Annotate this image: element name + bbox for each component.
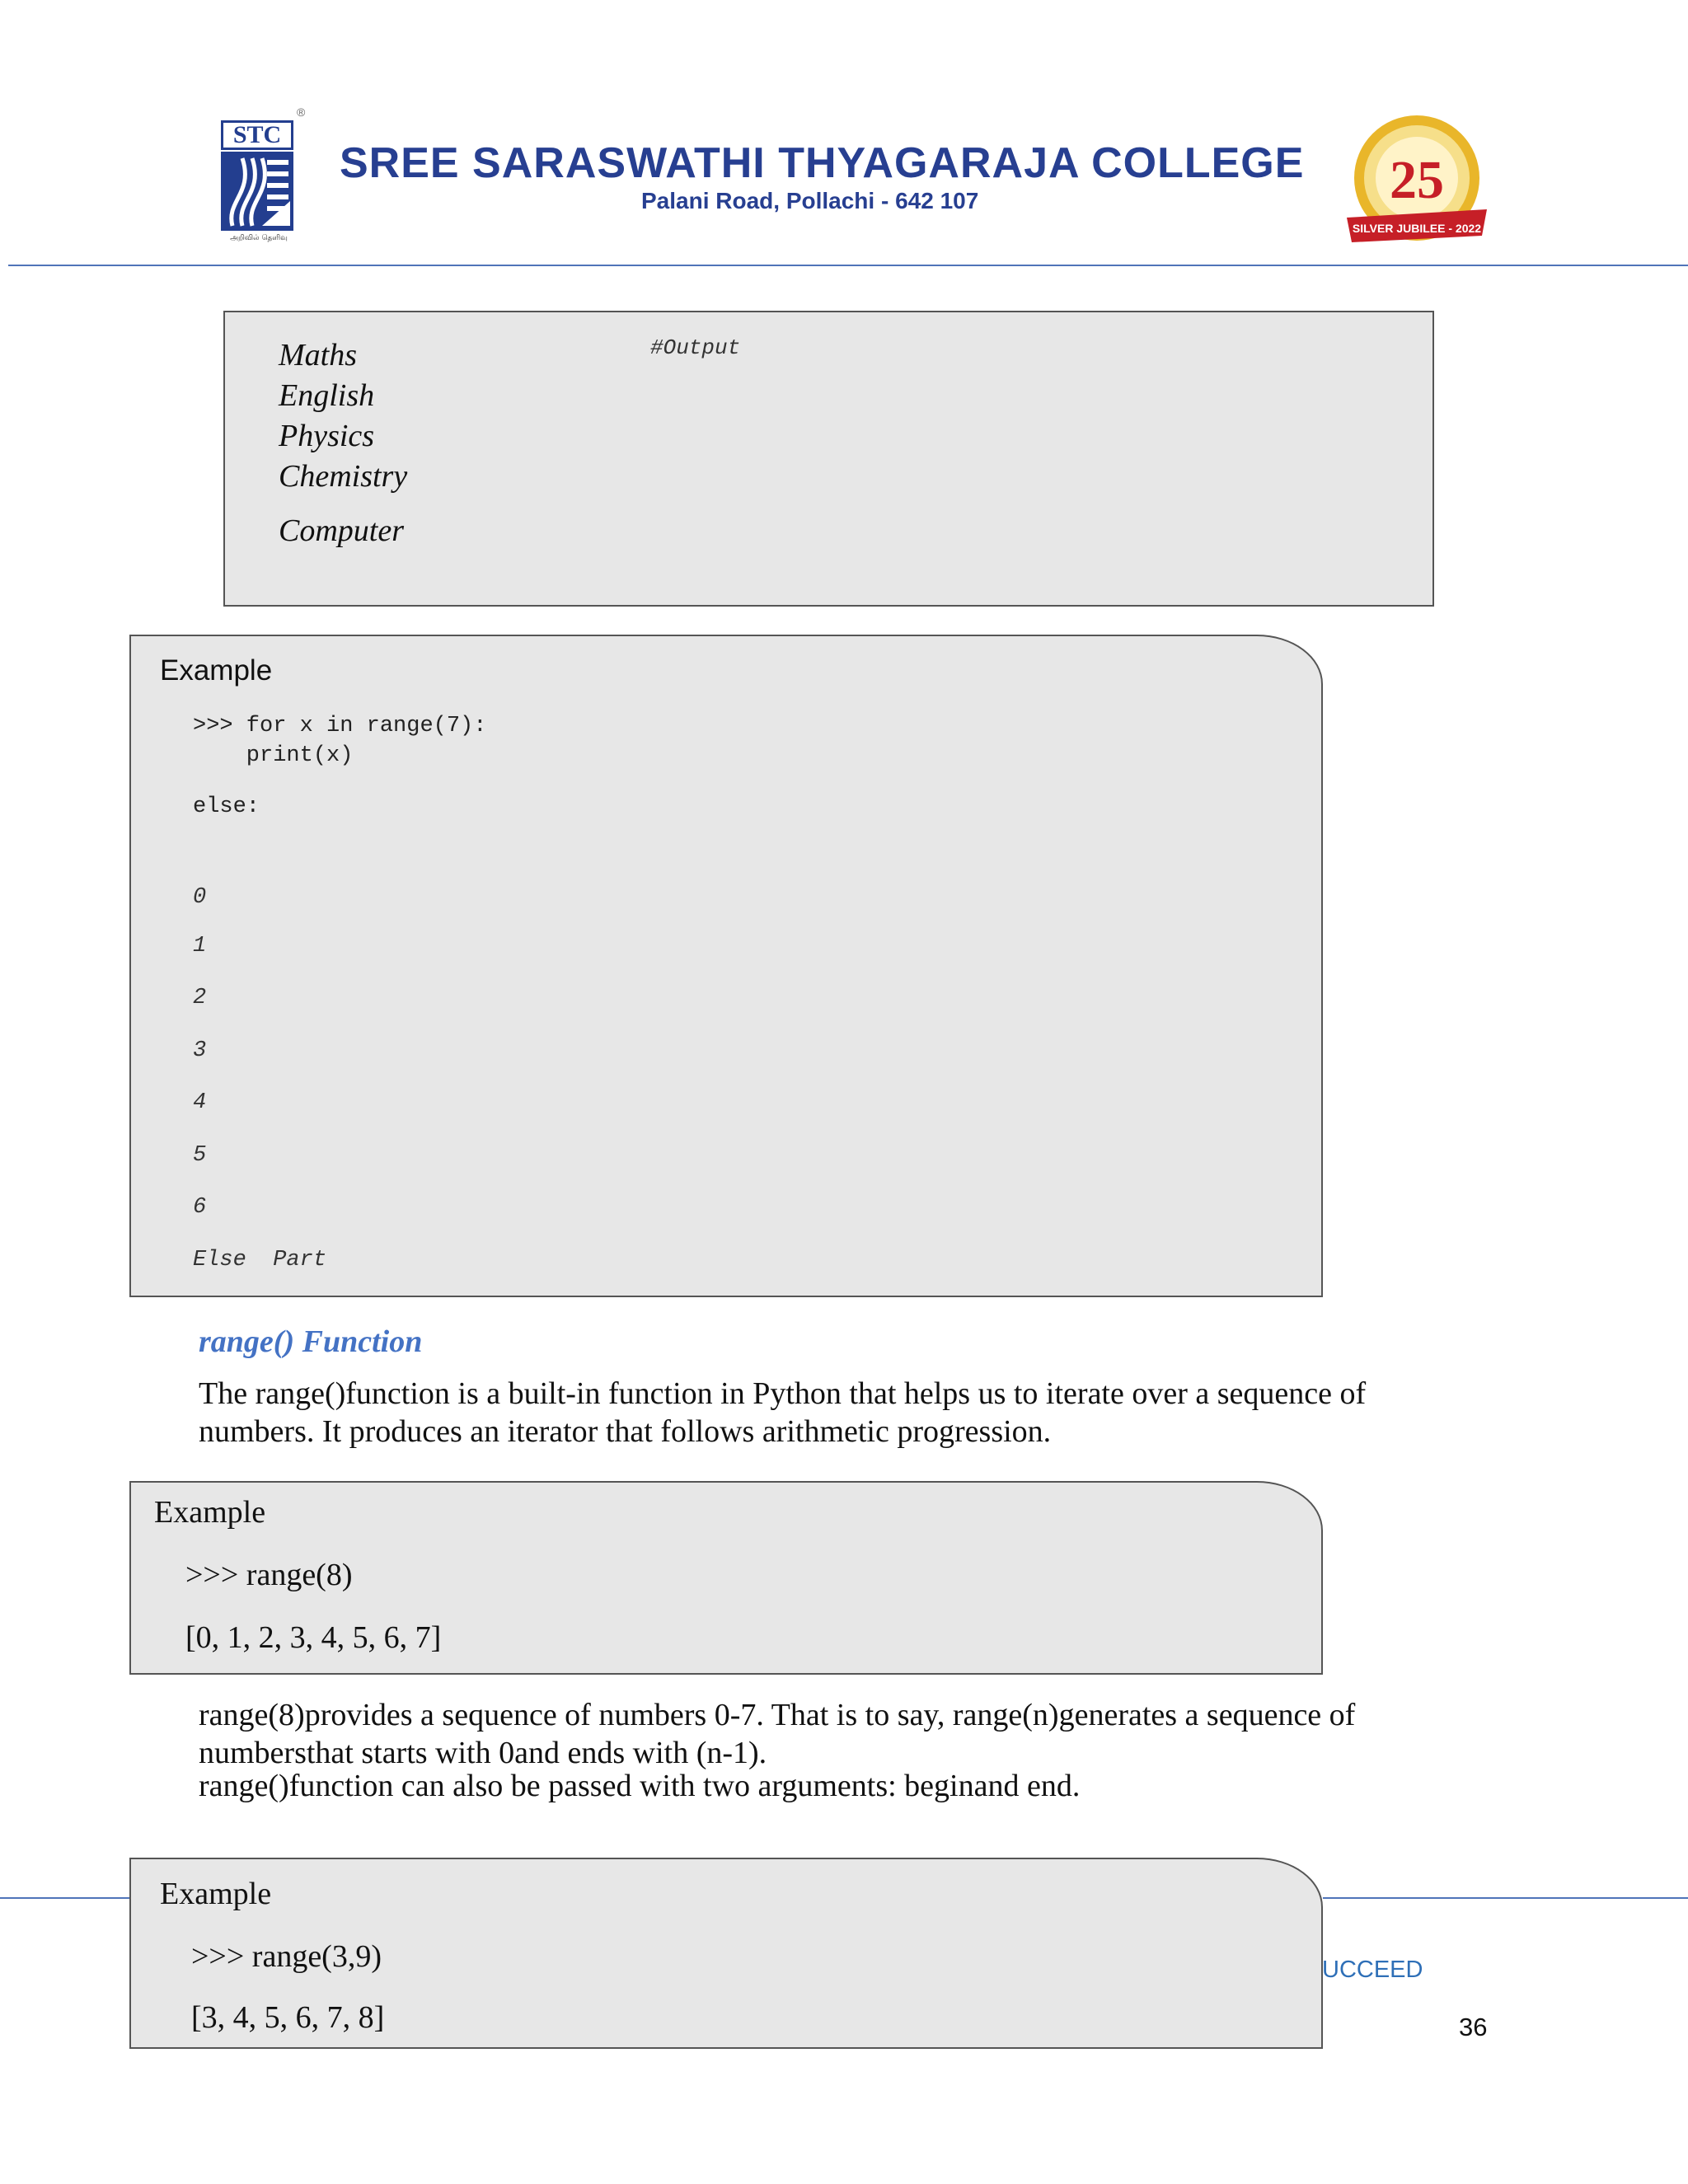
stc-logo-text: STC	[221, 120, 293, 150]
footer-divider	[0, 1897, 129, 1899]
footer-tagline: UCCEED	[1322, 1957, 1423, 1983]
output-line: 2	[193, 986, 207, 1010]
jubilee-badge-icon	[1342, 112, 1492, 252]
example-range3-9-box	[129, 1858, 1323, 2049]
output-line: Else Part	[193, 1248, 327, 1272]
subject-item: Physics	[279, 419, 375, 453]
jubilee-number: 25	[1390, 150, 1444, 210]
stc-logo-emblem	[221, 152, 293, 231]
code-line: >>> range(8)	[185, 1558, 353, 1592]
stc-wave-icon	[221, 152, 293, 231]
subject-item: English	[279, 378, 375, 413]
example-title: Example	[160, 1877, 272, 1911]
code-line: print(x)	[193, 743, 354, 768]
subject-item: Computer	[279, 513, 404, 548]
output-line: 5	[193, 1143, 207, 1168]
header-divider	[8, 265, 1688, 266]
example-range8-box	[129, 1481, 1323, 1675]
result-line: [3, 4, 5, 6, 7, 8]	[191, 2000, 385, 2035]
subject-item: Maths	[279, 338, 357, 373]
paragraph-line: numbersthat starts with 0and ends with (n-1).	[199, 1736, 767, 1770]
footer-divider	[1323, 1897, 1688, 1899]
output-line: 1	[193, 934, 207, 958]
registered-mark: ®	[297, 105, 306, 119]
output-line: 6	[193, 1195, 207, 1220]
output-line: 0	[193, 885, 207, 910]
stc-logo	[221, 105, 306, 254]
code-line: else:	[193, 794, 260, 819]
code-line: >>> for x in range(7):	[193, 714, 487, 738]
paragraph-line: range(8)provides a sequence of numbers 0-7. That is to say, range(n)generates a sequence of	[199, 1698, 1356, 1732]
stc-tamil-motto: அறிவில் தெளிவு	[230, 234, 288, 242]
example-title: Example	[160, 654, 273, 687]
paragraph-line: range()function can also be passed with two arguments: beginand end.	[199, 1769, 1081, 1803]
college-address: Palani Road, Pollachi - 642 107	[641, 188, 979, 213]
paragraph-line: numbers. It produces an iterator that follows arithmetic progression.	[199, 1414, 1052, 1449]
subjects-output-box	[223, 311, 1434, 607]
page-number: 36	[1459, 2013, 1488, 2041]
output-line: 4	[193, 1090, 207, 1115]
example-title: Example	[154, 1495, 266, 1530]
example-for-else-box	[129, 635, 1323, 1297]
section-heading: range() Function	[199, 1324, 423, 1359]
result-line: [0, 1, 2, 3, 4, 5, 6, 7]	[185, 1620, 442, 1655]
jubilee-banner-text: SILVER JUBILEE - 2022	[1352, 222, 1482, 235]
silver-jubilee-emblem	[1342, 112, 1492, 252]
output-comment: #Output	[650, 335, 741, 360]
output-line: 3	[193, 1038, 207, 1063]
college-name: SREE SARASWATHI THYAGARAJA COLLEGE	[340, 139, 1305, 187]
subject-item: Chemistry	[279, 459, 408, 494]
code-line: >>> range(3,9)	[191, 1939, 382, 1974]
paragraph-line: The range()function is a built-in function in Python that helps us to iterate over a sequence of	[199, 1376, 1367, 1411]
